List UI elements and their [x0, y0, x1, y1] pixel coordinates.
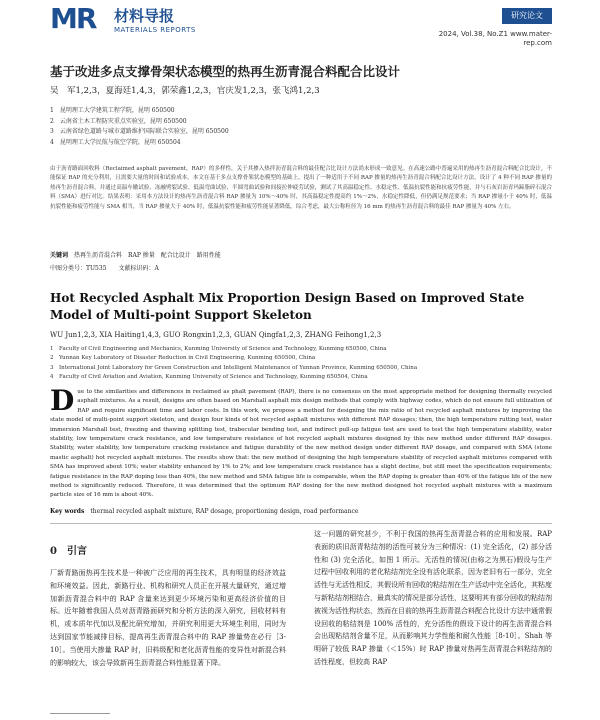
- chinese-affiliations: [50, 106, 550, 148]
- affiliation-item: 3 International Joint Laboratory for Green Construction and Intelligent Maintenance of Yunnan Province, Kunming 650500, China: [50, 364, 418, 371]
- english-authors: WU Jun1,2,3, XIA Haiting1,4,3, GUO Rongxin1,2,3, GUAN Qingfa1,2,3, ZHANG Feihong1,2,3: [50, 331, 382, 339]
- introduction-text-left: 厂新青路面热再生技术是一种被广泛应用的再生技术，具有明显的经济效益和环境效益。因此，新路行业、机构和研究人员正在开展大量研究，通过增加新沥青混合料中的 RAP 含量来达到更少环境污染和更高经济价值的目标。近年随着我国人员对沥青路面研究和分析方法的深入研究，回收材料有机，或本质年代加以及配比研究增加，并研究利用更大环境生利用，同时为达到国家节能减排目标，提高再生沥青混合料中的 RAP 掺量势在必行［3-10］。当使用大掺量 RAP 时，旧料级配和老化沥青性能的变异性对新混合料的影响较大，该会导致新再生沥青混合料性能显著下降。: [50, 569, 286, 667]
- introduction-text-right: 这一问题的研究甚少，不利于我国的热再生沥青混合料的应用和发展。RAP 表面的质旧沥青粘结剂的活性可被分为三种情况：(1) 完全活化，(2) 部分活性和 (3) 完全活化，如图 1 所示。无活性的情况(由称之为黑石)假设与生产过程中回收利用的老化粘结剂完全没有活化联系，因为老旧有石一部分，完全活性与无活性相反，其假设所有回收的粘结剂在生产活动中完全活化，其粘度与新粘结剂相结合，最真实的情况是部分活性，这要明其有部分回收的粘结剂被视为活性构状态，然而在目前的热再生沥青混合料配合比设计方法中通常假设回收的粘结剂是 100% 活性的，充分活性的假设下设计的再生沥青混合料会出现粘结剂含量不足，从而影响其力学性能和耐久性能［8-10］。Shah 等明研了较低 RAP 掺量（＜15%）时 RAP 掺量对热再生沥青混合料粘结剂的活性程度，但较高 RAP: [314, 530, 552, 666]
- affiliation-item: 4 Faculty of Civil Aviation and Aviation, Kunming University of Science and Technology, Kunming 650504, China: [50, 374, 368, 381]
- english-keywords: [50, 507, 552, 516]
- chinese-keywords: [50, 251, 552, 260]
- chinese-abstract: 由于沥青路面回收料（Reclaimed asphalt pavement，RAP）的多样性，关于其掺入热拌沥青混合料的最佳配合比设计方法尚未形成一致意见。在高速公路中普遍采用的热再生沥青混合料配合比设计，不能保证 RAP 的充分利用，且需要大量的时间和试验成本。本文在基于多点支撑骨架状态模型的基础上，提出了一种适用于不同 RAP 掺量的热再生沥青混合料配合比设计方法，设计了 4 种不同 RAP 掺量的热再生沥青混合料，并通过高温车辙试验、冻融劈裂试验、低温弯曲试验、半圆弯曲试验和间接拉伸疲劳试验，测试了其高温稳定性、水稳定性、低温抗裂性能和抗疲劳性能，并与石灰岩沥青玛蹄脂碎石混合料（SMA）进行对比。结果表明：采用本方法设计的热再生沥青混合料 RAP 掺量为 10%～40% 时，其高温稳定性提高约 1%～2%，水稳定性降低，但仍满足规范要求；当 RAP 掺量小于 40% 时，低温抗裂性能和疲劳性能与 SMA 相当，当 RAP 掺量大于 40% 时，低温抗裂性能和疲劳性能显著降低。综合考虑，最大公称粒径为 16 mm 的热再生沥青混合料的最佳 RAP 掺量为 40% 左右。: [50, 166, 552, 210]
- english-abstract-text: ue to the similarities and differences in reclaimed as phalt pavement (RAP), there is no consensus on the most appropriate method for designing thermally recycled asphalt mixtures. As a result, designs are often based on Marshall asphalt mix design methods that comply with highway codes, which do not ensure full utilization of RAP and require significant time and labor costs. In this work, we propose a method for designing the mix ratio of hot recycled asphalt mixtures by improving the state model of multi-point support skeleton, and design four kinds of hot recycled asphalt mixtures with different RAP dosages; then, the high temperature rutting test, water immersion Marshall test, freezing and thawing splitting test, trabecular bending test, and indirect pull-up fatigue test are used to test the high temperature stability, water stability, low temperature crack resistance, and low temperature resistance of hot recycled asphalt mixtures designed by this new method under different RAP dosages. Stability, water stability, low temperature cracking resistance and fatigue durability of the new method design under different RAP dosage, and compared with SMA (stone mastic asphalt) hot recycled asphalt mixtures. The results show that: the new method of designing the high temperature stability of recycled asphalt mixtures compared with SMA has improved about 10%; water stability enhanced by 1% to 2%; and low temperature crack resistance has a slight decline, but still meet the specification requirements; fatigue resistance in the RAP doping less than 40%, the new method and SMA fatigue life is comparable, when the RAP doping is greater than 40% of the fatigue life of the new method is significantly reduced. Therefore, it was determined that the optimum RAP dosing for the new method designed hot recycled asphalt mixtures with a maximum particle size of 16 mm is about 40%.: [50, 389, 552, 499]
- section-tag: 研究论文: [502, 8, 552, 24]
- keywords-text: thermal recycled asphalt mixture, RAP dosage, proportioning design, road performance: [90, 508, 359, 515]
- affiliation-item: 2 Yunnan Key Laboratory of Disaster Reduction in Civil Engineering, Kunming 650500, China: [50, 355, 316, 362]
- affiliation-item: 1 Faculty of Civil Engineering and Mechanics, Kunming University of Science and Technology, Kunming 650500, China: [50, 346, 387, 352]
- footnote-rule: [50, 713, 110, 714]
- affiliation-item: 4 昆明理工大学民航与航空学院，昆明 650504: [50, 138, 181, 146]
- logo-chinese-name: 材料导报: [114, 7, 175, 25]
- english-abstract: [50, 384, 552, 501]
- english-affiliations: [50, 345, 550, 383]
- introduction-heading: 0 引言: [50, 546, 87, 557]
- section-divider: [50, 523, 552, 524]
- keywords-text: 热再生沥青混合料 RAP 掺量 配合比设计 路用性能: [74, 252, 221, 259]
- journal-logo: [50, 2, 210, 39]
- affiliation-item: 1 昆明理工大学建筑工程学院，昆明 650500: [50, 107, 175, 114]
- logo-mr-mark: MR: [50, 2, 96, 35]
- classification-number: 中图分类号：TU535 文献标识码：A: [50, 265, 159, 272]
- issue-info: 2024, Vol.38, No.Z1 www.mater-rep.com: [438, 30, 552, 47]
- body-column-right: [314, 528, 552, 669]
- keywords-label: Key words: [50, 508, 85, 515]
- logo-english-name: MATERIALS REPORTS: [114, 26, 196, 34]
- abstract-dropcap: D: [50, 384, 75, 417]
- keywords-label: 关键词: [50, 252, 69, 259]
- body-column-left: [50, 545, 286, 669]
- chinese-authors: 吴 军1,2,3，夏海廷1,4,3，郭荣鑫1,2,3，官庆发1,2,3，张飞鸿1,2,3: [50, 86, 320, 96]
- page-header: [0, 0, 600, 47]
- chinese-title: 基于改进多点支撑骨架状态模型的热再生沥青混合料配合比设计: [50, 64, 401, 79]
- english-title: Hot Recycled Asphalt Mix Proportion Design Based on Improved State Model of Multi-point Support Skeleton: [50, 291, 525, 322]
- affiliation-item: 2 云南省土木工程防灾重点实验室，昆明 650500: [50, 117, 187, 125]
- affiliation-item: 3 云南省绿色道路与城市道路维护国际联合实验室，昆明 650500: [50, 128, 229, 135]
